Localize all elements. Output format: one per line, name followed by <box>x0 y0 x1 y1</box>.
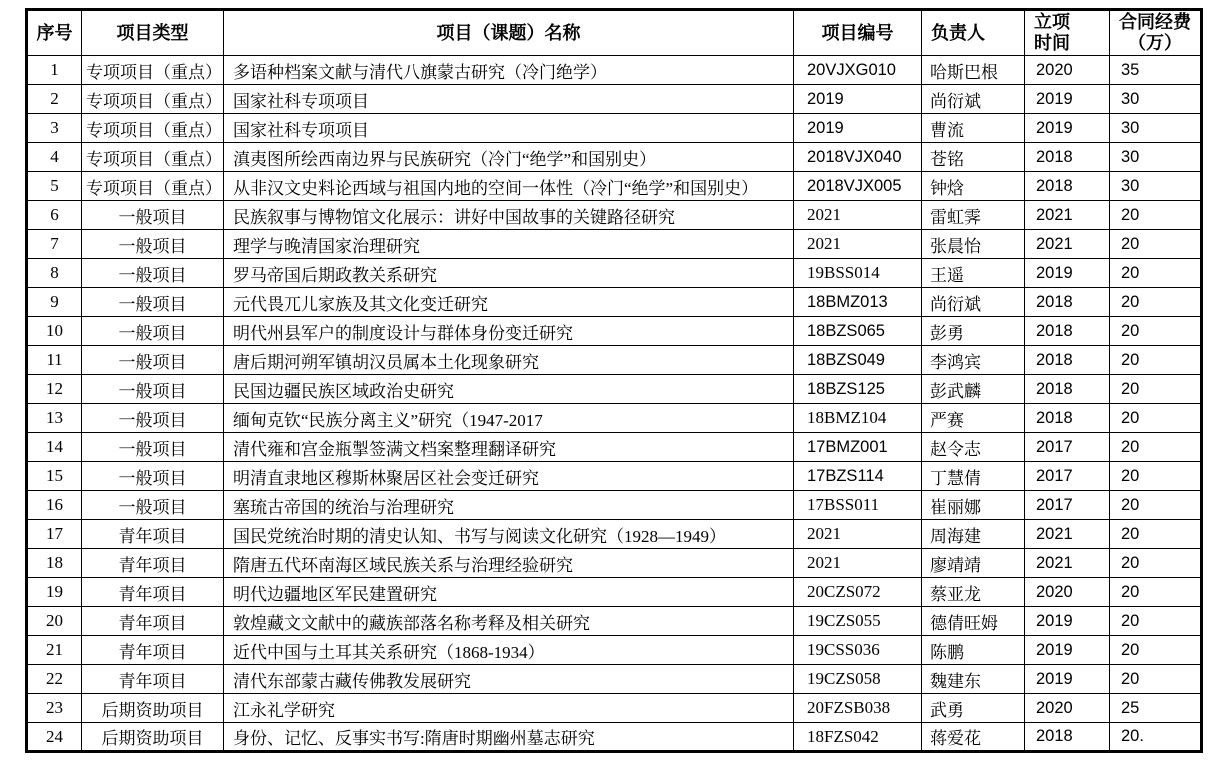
cell-fund: 20 <box>1110 346 1202 375</box>
cell-year: 2019 <box>1025 114 1110 143</box>
col-header-year <box>1025 10 1110 56</box>
cell-leader: 苍铭 <box>922 143 1025 172</box>
cell-fund: 20 <box>1110 404 1202 433</box>
cell-name: 清代东部蒙古藏传佛教发展研究 <box>224 665 794 694</box>
cell-fund: 30 <box>1110 85 1202 114</box>
cell-type: 青年项目 <box>82 636 224 665</box>
cell-year: 2019 <box>1025 607 1110 636</box>
cell-no: 4 <box>27 143 82 172</box>
cell-type: 青年项目 <box>82 520 224 549</box>
cell-year: 2017 <box>1025 433 1110 462</box>
cell-no: 14 <box>27 433 82 462</box>
cell-year: 2019 <box>1025 259 1110 288</box>
cell-name: 国家社科专项项目 <box>224 85 794 114</box>
cell-id: 20FZSB038 <box>794 694 922 723</box>
col-header-fund <box>1110 10 1202 56</box>
cell-year: 2021 <box>1025 520 1110 549</box>
table-row <box>27 230 1202 259</box>
cell-id: 17BZS114 <box>794 462 922 491</box>
cell-fund: 20 <box>1110 636 1202 665</box>
header-row <box>27 10 1202 56</box>
cell-leader: 哈斯巴根 <box>922 56 1025 85</box>
cell-name: 隋唐五代环南海区域民族关系与治理经验研究 <box>224 549 794 578</box>
cell-leader: 尚衍斌 <box>922 288 1025 317</box>
cell-id: 19CSS036 <box>794 636 922 665</box>
cell-type: 后期资助项目 <box>82 694 224 723</box>
cell-fund: 20 <box>1110 665 1202 694</box>
cell-name: 缅甸克钦“民族分离主义”研究（1947-2017 <box>224 404 794 433</box>
cell-type: 一般项目 <box>82 433 224 462</box>
cell-leader: 德倩旺姆 <box>922 607 1025 636</box>
cell-fund: 20 <box>1110 259 1202 288</box>
col-header-type: 项目类型 <box>82 10 224 56</box>
table-row <box>27 317 1202 346</box>
cell-name: 明代边疆地区军民建置研究 <box>224 578 794 607</box>
cell-no: 10 <box>27 317 82 346</box>
cell-year: 2018 <box>1025 317 1110 346</box>
cell-id: 19CZS058 <box>794 665 922 694</box>
cell-type: 专项项目（重点） <box>82 85 224 114</box>
cell-year: 2021 <box>1025 230 1110 259</box>
cell-fund: 20 <box>1110 230 1202 259</box>
cell-fund: 20. <box>1110 723 1202 752</box>
table-row <box>27 172 1202 201</box>
cell-leader: 李鸿宾 <box>922 346 1025 375</box>
table-row <box>27 636 1202 665</box>
cell-leader: 廖靖靖 <box>922 549 1025 578</box>
cell-name: 国家社科专项项目 <box>224 114 794 143</box>
cell-type: 一般项目 <box>82 491 224 520</box>
table-row <box>27 665 1202 694</box>
cell-leader: 魏建东 <box>922 665 1025 694</box>
cell-type: 青年项目 <box>82 578 224 607</box>
table-row <box>27 85 1202 114</box>
cell-name: 江永礼学研究 <box>224 694 794 723</box>
col-header-no: 序号 <box>27 10 82 56</box>
cell-leader: 尚衍斌 <box>922 85 1025 114</box>
table-row <box>27 288 1202 317</box>
cell-year: 2021 <box>1025 549 1110 578</box>
cell-type: 专项项目（重点） <box>82 56 224 85</box>
cell-no: 8 <box>27 259 82 288</box>
cell-id: 19BSS014 <box>794 259 922 288</box>
cell-type: 一般项目 <box>82 201 224 230</box>
cell-no: 7 <box>27 230 82 259</box>
cell-id: 2021 <box>794 230 922 259</box>
cell-name: 明清直隶地区穆斯林聚居区社会变迁研究 <box>224 462 794 491</box>
cell-id: 18BZS125 <box>794 375 922 404</box>
cell-id: 2018VJX040 <box>794 143 922 172</box>
cell-no: 24 <box>27 723 82 752</box>
cell-fund: 20 <box>1110 288 1202 317</box>
cell-type: 一般项目 <box>82 375 224 404</box>
table-row <box>27 578 1202 607</box>
cell-no: 21 <box>27 636 82 665</box>
cell-name: 元代畏兀儿家族及其文化变迁研究 <box>224 288 794 317</box>
cell-leader: 蔡亚龙 <box>922 578 1025 607</box>
cell-no: 6 <box>27 201 82 230</box>
cell-fund: 20 <box>1110 549 1202 578</box>
cell-leader: 彭武麟 <box>922 375 1025 404</box>
col-header-leader: 负责人 <box>922 10 1025 56</box>
cell-name: 唐后期河朔军镇胡汉员属本土化现象研究 <box>224 346 794 375</box>
cell-id: 19CZS055 <box>794 607 922 636</box>
cell-year: 2018 <box>1025 172 1110 201</box>
cell-no: 12 <box>27 375 82 404</box>
cell-leader: 曹流 <box>922 114 1025 143</box>
table-row <box>27 491 1202 520</box>
cell-type: 青年项目 <box>82 549 224 578</box>
cell-id: 2021 <box>794 520 922 549</box>
cell-fund: 30 <box>1110 172 1202 201</box>
table-row <box>27 549 1202 578</box>
cell-leader: 钟焓 <box>922 172 1025 201</box>
cell-fund: 25 <box>1110 694 1202 723</box>
cell-leader: 丁慧倩 <box>922 462 1025 491</box>
cell-type: 专项项目（重点） <box>82 172 224 201</box>
cell-year: 2017 <box>1025 491 1110 520</box>
cell-year: 2018 <box>1025 723 1110 752</box>
cell-fund: 35 <box>1110 56 1202 85</box>
cell-id: 2021 <box>794 201 922 230</box>
table-row <box>27 404 1202 433</box>
cell-no: 19 <box>27 578 82 607</box>
cell-type: 专项项目（重点） <box>82 143 224 172</box>
cell-no: 13 <box>27 404 82 433</box>
cell-id: 18FZS042 <box>794 723 922 752</box>
cell-leader: 彭勇 <box>922 317 1025 346</box>
cell-fund: 20 <box>1110 607 1202 636</box>
cell-type: 一般项目 <box>82 317 224 346</box>
table-row <box>27 723 1202 752</box>
cell-id: 18BMZ104 <box>794 404 922 433</box>
cell-fund: 30 <box>1110 114 1202 143</box>
cell-no: 5 <box>27 172 82 201</box>
cell-leader: 陈鹏 <box>922 636 1025 665</box>
table-row <box>27 433 1202 462</box>
table-row <box>27 520 1202 549</box>
projects-table <box>25 8 1203 753</box>
cell-no: 9 <box>27 288 82 317</box>
cell-no: 18 <box>27 549 82 578</box>
table-row <box>27 201 1202 230</box>
table-row <box>27 56 1202 85</box>
cell-name: 塞琉古帝国的统治与治理研究 <box>224 491 794 520</box>
cell-no: 11 <box>27 346 82 375</box>
cell-name: 国民党统治时期的清史认知、书写与阅读文化研究（1928—1949） <box>224 520 794 549</box>
cell-year: 2019 <box>1025 665 1110 694</box>
table-body <box>27 56 1202 752</box>
col-header-fund-line1: 合同经费 <box>1119 12 1191 33</box>
cell-type: 一般项目 <box>82 404 224 433</box>
cell-name: 民族叙事与博物馆文化展示：讲好中国故事的关键路径研究 <box>224 201 794 230</box>
cell-type: 一般项目 <box>82 462 224 491</box>
cell-no: 23 <box>27 694 82 723</box>
cell-year: 2017 <box>1025 462 1110 491</box>
cell-id: 17BSS011 <box>794 491 922 520</box>
table-row <box>27 346 1202 375</box>
table-row <box>27 607 1202 636</box>
cell-type: 一般项目 <box>82 288 224 317</box>
cell-fund: 30 <box>1110 143 1202 172</box>
cell-id: 2019 <box>794 85 922 114</box>
cell-year: 2018 <box>1025 346 1110 375</box>
cell-no: 17 <box>27 520 82 549</box>
cell-no: 3 <box>27 114 82 143</box>
cell-type: 后期资助项目 <box>82 723 224 752</box>
cell-fund: 20 <box>1110 462 1202 491</box>
cell-name: 从非汉文史料论西域与祖国内地的空间一体性（冷门“绝学”和国别史） <box>224 172 794 201</box>
cell-leader: 雷虹霁 <box>922 201 1025 230</box>
cell-leader: 张晨怡 <box>922 230 1025 259</box>
col-header-name: 项目（课题）名称 <box>224 10 794 56</box>
cell-leader: 赵令志 <box>922 433 1025 462</box>
cell-type: 专项项目（重点） <box>82 114 224 143</box>
cell-name: 敦煌藏文文献中的藏族部落名称考释及相关研究 <box>224 607 794 636</box>
cell-name: 清代雍和宫金瓶掣签满文档案整理翻译研究 <box>224 433 794 462</box>
cell-type: 一般项目 <box>82 346 224 375</box>
cell-name: 多语种档案文献与清代八旗蒙古研究（冷门绝学） <box>224 56 794 85</box>
cell-type: 青年项目 <box>82 665 224 694</box>
cell-year: 2018 <box>1025 288 1110 317</box>
cell-fund: 20 <box>1110 520 1202 549</box>
cell-no: 20 <box>27 607 82 636</box>
table-row <box>27 114 1202 143</box>
cell-year: 2021 <box>1025 201 1110 230</box>
cell-id: 18BZS065 <box>794 317 922 346</box>
table-header <box>27 10 1202 56</box>
cell-leader: 周海建 <box>922 520 1025 549</box>
cell-fund: 20 <box>1110 317 1202 346</box>
table-row <box>27 462 1202 491</box>
cell-type: 一般项目 <box>82 230 224 259</box>
cell-name: 身份、记忆、反事实书写:隋唐时期幽州墓志研究 <box>224 723 794 752</box>
cell-fund: 20 <box>1110 578 1202 607</box>
cell-id: 2021 <box>794 549 922 578</box>
cell-year: 2018 <box>1025 143 1110 172</box>
cell-no: 22 <box>27 665 82 694</box>
cell-id: 20CZS072 <box>794 578 922 607</box>
cell-fund: 20 <box>1110 375 1202 404</box>
table-row <box>27 143 1202 172</box>
cell-id: 2019 <box>794 114 922 143</box>
table-row <box>27 694 1202 723</box>
cell-id: 18BZS049 <box>794 346 922 375</box>
cell-fund: 20 <box>1110 433 1202 462</box>
cell-year: 2018 <box>1025 375 1110 404</box>
cell-leader: 武勇 <box>922 694 1025 723</box>
table-row <box>27 259 1202 288</box>
cell-year: 2018 <box>1025 404 1110 433</box>
cell-year: 2020 <box>1025 56 1110 85</box>
cell-no: 1 <box>27 56 82 85</box>
col-header-id: 项目编号 <box>794 10 922 56</box>
cell-name: 罗马帝国后期政教关系研究 <box>224 259 794 288</box>
cell-year: 2020 <box>1025 578 1110 607</box>
col-header-year-line2: 时间 <box>1034 33 1070 53</box>
table-row <box>27 375 1202 404</box>
cell-id: 2018VJX005 <box>794 172 922 201</box>
cell-leader: 蒋爱花 <box>922 723 1025 752</box>
cell-type: 一般项目 <box>82 259 224 288</box>
cell-id: 17BMZ001 <box>794 433 922 462</box>
cell-no: 15 <box>27 462 82 491</box>
cell-leader: 严赛 <box>922 404 1025 433</box>
cell-year: 2019 <box>1025 85 1110 114</box>
cell-name: 民国边疆民族区域政治史研究 <box>224 375 794 404</box>
cell-year: 2020 <box>1025 694 1110 723</box>
cell-year: 2019 <box>1025 636 1110 665</box>
cell-id: 20VJXG010 <box>794 56 922 85</box>
cell-name: 明代州县军户的制度设计与群体身份变迁研究 <box>224 317 794 346</box>
cell-fund: 20 <box>1110 491 1202 520</box>
cell-fund: 20 <box>1110 201 1202 230</box>
cell-type: 青年项目 <box>82 607 224 636</box>
cell-name: 滇夷图所绘西南边界与民族研究（冷门“绝学”和国别史） <box>224 143 794 172</box>
col-header-year-line1: 立项 <box>1034 12 1070 33</box>
cell-name: 理学与晚清国家治理研究 <box>224 230 794 259</box>
cell-no: 2 <box>27 85 82 114</box>
col-header-fund-line2: （万） <box>1128 33 1182 53</box>
cell-id: 18BMZ013 <box>794 288 922 317</box>
cell-leader: 崔丽娜 <box>922 491 1025 520</box>
cell-no: 16 <box>27 491 82 520</box>
cell-name: 近代中国与土耳其关系研究（1868-1934） <box>224 636 794 665</box>
cell-leader: 王遥 <box>922 259 1025 288</box>
